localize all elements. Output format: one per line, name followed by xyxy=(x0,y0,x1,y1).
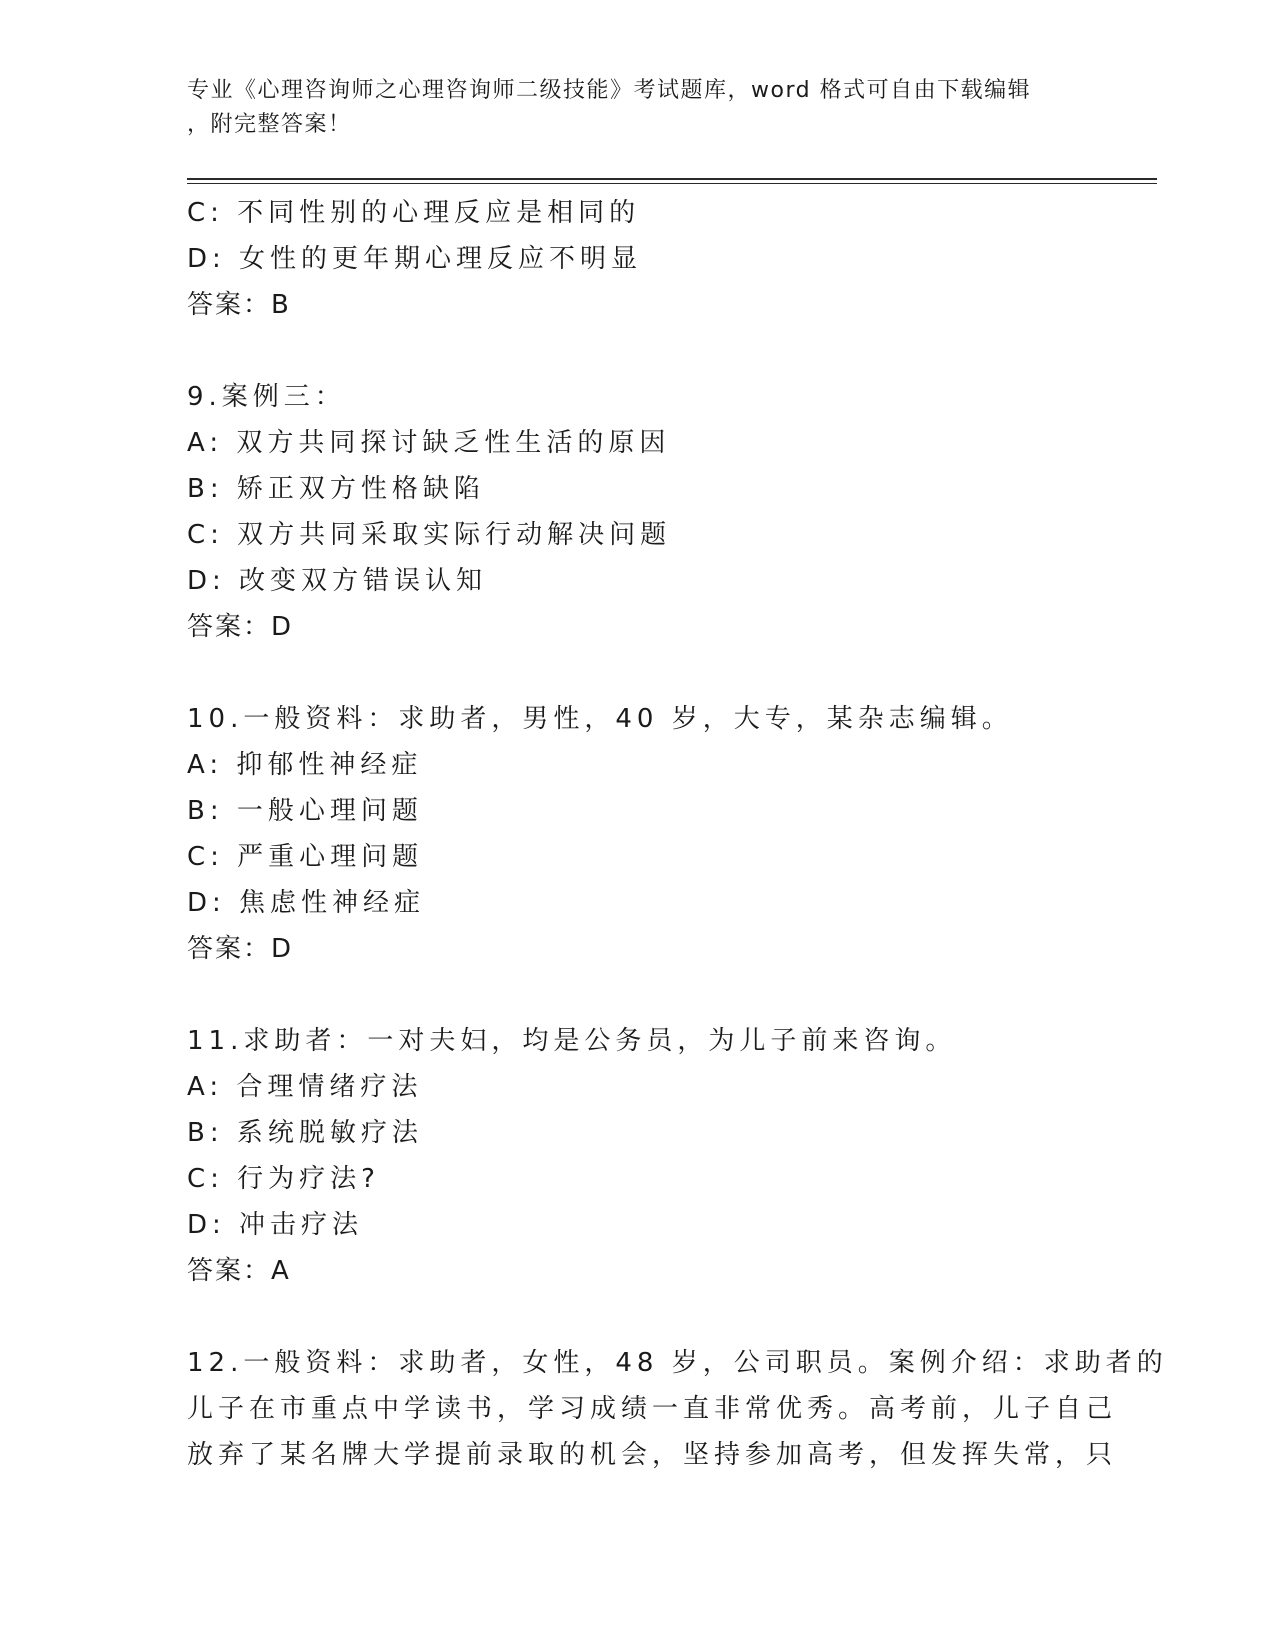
question-title: 11.求助者：一对夫妇，均是公务员，为儿子前来咨询。 xyxy=(187,1026,957,1056)
option-c: C: 不同性别的心理反应是相同的 xyxy=(187,198,641,228)
option-a: A: 抑郁性神经症 xyxy=(187,750,423,780)
option-b: B: 一般心理问题 xyxy=(187,796,423,826)
option-a: A: 合理情绪疗法 xyxy=(187,1072,423,1102)
question-12 xyxy=(187,1340,1168,1478)
header-divider-thin xyxy=(187,183,1157,184)
option-b: B: 矫正双方性格缺陷 xyxy=(187,474,485,504)
question-title: 9.案例三： xyxy=(187,382,346,412)
option-d: D: 女性的更年期心理反应不明显 xyxy=(187,244,643,274)
header-title-line-2: ，附完整答案！ xyxy=(187,112,352,137)
option-c: C: 行为疗法? xyxy=(187,1164,380,1194)
option-d: D: 焦虑性神经症 xyxy=(187,888,426,918)
question-list xyxy=(187,190,1168,1478)
question-text-line: 12.一般资料：求助者，女性，48 岁，公司职员。案例介绍：求助者的 xyxy=(187,1348,1168,1378)
question-text-line: 放弃了某名牌大学提前录取的机会，坚持参加高考，但发挥失常，只 xyxy=(187,1440,1118,1470)
question-11 xyxy=(187,1018,1117,1294)
option-a: A: 双方共同探讨缺乏性生活的原因 xyxy=(187,428,671,458)
option-c: C: 严重心理问题 xyxy=(187,842,424,872)
question-title: 10.一般资料：求助者，男性，40 岁，大专，某杂志编辑。 xyxy=(187,704,1013,734)
answer: 答案：B xyxy=(187,290,291,320)
answer: 答案：D xyxy=(187,934,294,964)
question-9 xyxy=(187,374,1117,650)
option-b: B: 系统脱敏疗法 xyxy=(187,1118,423,1148)
option-d: D: 冲击疗法 xyxy=(187,1210,364,1240)
header-divider-thick xyxy=(187,178,1157,180)
option-d: D: 改变双方错误认知 xyxy=(187,566,488,596)
question-text-line: 儿子在市重点中学读书，学习成绩一直非常优秀。高考前，儿子自己 xyxy=(187,1394,1118,1424)
question-10 xyxy=(187,696,1117,972)
page-header xyxy=(187,74,1067,142)
question-fragment xyxy=(187,190,1117,328)
answer: 答案：D xyxy=(187,612,294,642)
header-title-line-1: 专业《心理咨询师之心理咨询师二级技能》考试题库，word 格式可自由下载编辑 xyxy=(187,78,1032,103)
option-c: C: 双方共同采取实际行动解决问题 xyxy=(187,520,672,550)
answer: 答案：A xyxy=(187,1256,291,1286)
